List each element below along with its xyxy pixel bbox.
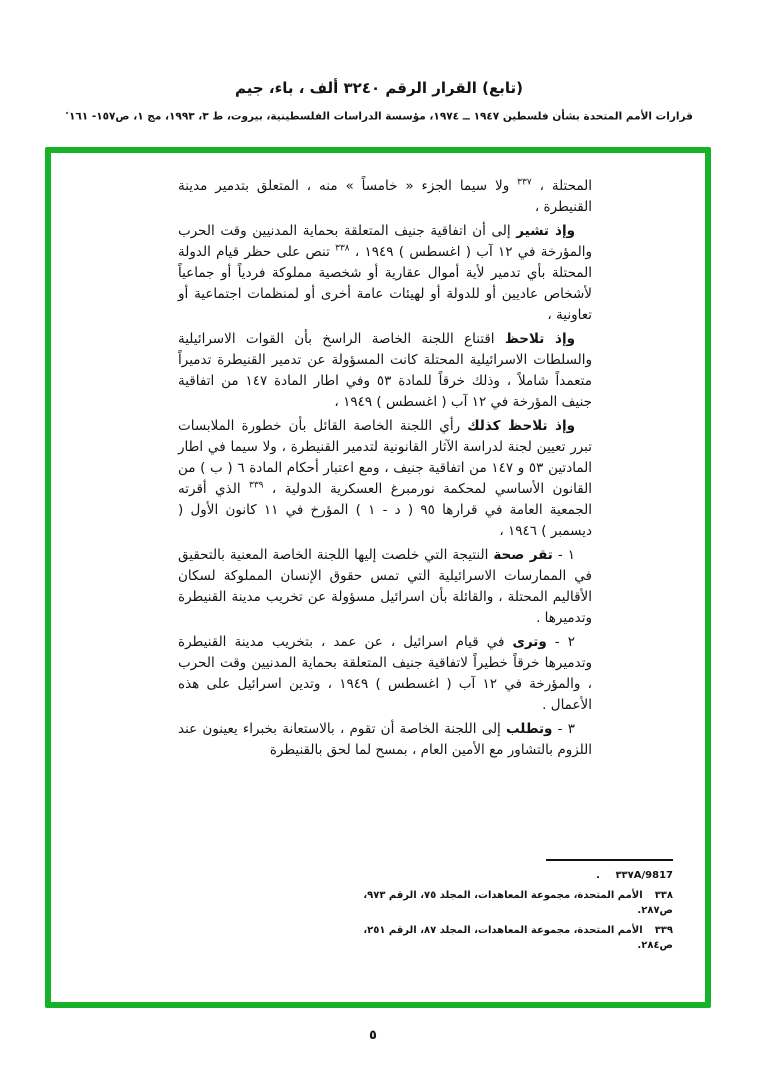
text-run: ٣ - — [552, 721, 575, 737]
footnote-number: ٣٣٩ — [654, 925, 673, 936]
footnote-text: الأمم المتحدة، مجموعة المعاهدات، المجلد ٧٥، الرقم ٩٧٣، ص٢٨٧. — [363, 890, 673, 916]
text-run: الذي أقرته الجمعية العامة في قرارها ٩٥ ( د - ١ ) المؤرخ في ١١ كانون الأول ( ديسمبر ) ١٩٤٦ ، — [178, 481, 592, 539]
text-run: ولا سيما الجزء « خامساً » منه ، المتعلق بتدمير مدينة القنيطرة ، — [178, 178, 592, 215]
footnote-number: ٣٣٨ — [654, 890, 673, 901]
bold-lead: وإذ تلاحظ — [504, 331, 575, 347]
footnote-item — [333, 923, 673, 953]
page-header — [0, 79, 758, 123]
resolution-paragraph — [178, 545, 592, 629]
bold-lead: وإذ تشير — [516, 223, 575, 239]
text-run: إلى أن اتفاقية جنيف المتعلقة بحماية المدنيين وقت الحرب والمؤرخة في ١٢ آب ( اغسطس ) ١٩٤٩ ، — [178, 223, 592, 260]
footnote-reference: ٣٣٨ — [335, 243, 350, 254]
source-note-mark: ٭ — [65, 109, 69, 117]
text-run: إلى اللجنة الخاصة أن تقوم ، بالاستعانة بخبراء يعينون عند اللزوم بالتشاور مع الأمين العام ، بمسح لما لحق بالقنيطرة — [178, 721, 592, 758]
resolution-text — [178, 176, 592, 764]
footnotes-list — [333, 868, 673, 953]
bold-lead: تقر صحة — [493, 547, 553, 563]
text-run: المحتلة ، — [531, 178, 593, 194]
text-run: رأي اللجنة الخاصة القائل بأن خطورة الملابسات تبرر تعيين لجنة لدراسة الآثار القانونية لتدمير القنيطرة ، ولا سيما في اطار المادتين ٥٣ و ١٤٧ من اتفاقية جنيف ، ومع اعتبار أحكام المادة ٦ ( ب ) من القانون الأساسي لمحكمة نورمبرغ العسكرية الدولية ، — [178, 418, 592, 497]
footnote-item — [333, 868, 673, 883]
text-run: ٢ - — [546, 634, 575, 650]
footnote-number: ٣٣٧ — [615, 870, 634, 881]
bold-lead: وترى — [512, 634, 547, 650]
resolution-paragraph — [178, 719, 592, 761]
resolution-paragraph — [178, 176, 592, 218]
bold-lead: وإذ تلاحظ كذلك — [467, 418, 575, 434]
page-number: ٥ — [369, 1028, 377, 1043]
resolution-paragraph — [178, 632, 592, 716]
source-citation — [0, 109, 758, 123]
text-run: ١ - — [552, 547, 575, 563]
resolution-paragraph — [178, 221, 592, 326]
text-run: النتيجة التي خلصت إليها اللجنة الخاصة المعنية بالتحقيق في الممارسات الاسرائيلية التي تمس حقوق الإنسان المملوكة لسكان الأقاليم المحتلة ، والقائلة بأن اسرائيل مسؤولة عن تخريب مدينة القنيطرة وتدميرها . — [178, 547, 592, 626]
resolution-title: (تابع) القرار الرقم ٣٢٤٠ ألف ، باء، جيم — [234, 79, 524, 97]
resolution-paragraph — [178, 329, 592, 413]
footnote-reference: ٣٣٧ — [517, 177, 532, 188]
text-run: تنص على حظر قيام الدولة المحتلة بأي تدمير لأية أموال عقارية أو شخصية مملوكة فردياً أو جماعياً لأشخاص عاديين أو للدولة أو لهيئات عامة أخرى أو لمنظمات اجتماعية أو تعاونية ، — [178, 244, 592, 323]
text-run: اقتناع اللجنة الخاصة الراسخ بأن القوات الاسرائيلية والسلطات الاسرائيلية المحتلة كانت المسؤولة عن تدمير القنيطرة تدميراً متعمداً شاملاً ، وذلك خرقاً للمادة ٥٣ وفي اطار المادة ١٤٧ من اتفاقية جنيف المؤرخة في ١٢ آب ( اغسطس ) ١٩٤٩ ، — [178, 331, 592, 410]
source-citation-text: قرارات الأمم المتحدة بشأن فلسطين ١٩٤٧ ــ ١٩٧٤، مؤسسة الدراسات الفلسطينية، بيروت، ط ٣، ١٩٩٣، مج ١، ص١٥٧- ١٦١ — [68, 110, 693, 123]
footnote-reference: ٣٣٩ — [248, 480, 264, 491]
bold-lead: وتطلب — [506, 721, 553, 737]
footnote-text: A/9817 . — [596, 870, 673, 881]
footnote-separator — [546, 859, 673, 861]
footnote-item — [333, 888, 673, 918]
resolution-paragraph — [178, 416, 592, 542]
footnote-text: الأمم المتحدة، مجموعة المعاهدات، المجلد ٨٧، الرقم ٢٥١، ص٢٨٤. — [363, 925, 673, 951]
footnotes-section — [333, 859, 673, 953]
text-run: في قيام اسرائيل ، عن عمد ، بتخريب مدينة القنيطرة وتدميرها خرقاً خطيراً لاتفاقية جنيف المتعلقة بحماية المدنيين وقت الحرب ، والمؤرخة في ١٢ آب ( اغسطس ) ١٩٤٩ ، وتدين اسرائيل على هذه الأعمال . — [178, 634, 592, 713]
